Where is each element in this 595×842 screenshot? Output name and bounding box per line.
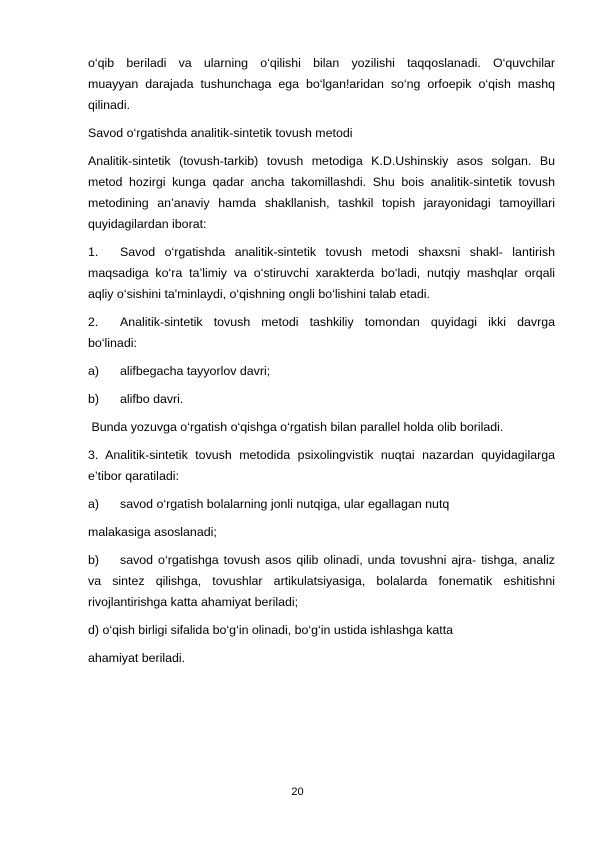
paragraph-line: muayyan darajada tushunchaga ega bo‘lgan!aridan so‘ng orfoepik o‘qish mashq — [88, 77, 555, 91]
section-heading: Savod o‘rgatishda analitik-sintetik tovush metodi — [88, 126, 353, 140]
sublist-item: savod o‘rgatish bolalarning jonli nutqiga, ular egallagan nutq — [120, 497, 450, 511]
sublist-item: rivojlantirishga katta ahamiyat beriladi; — [88, 595, 299, 609]
page-number: 20 — [291, 786, 304, 798]
list-number: 2. — [88, 315, 99, 329]
list-item-line: bo‘linadi: — [88, 336, 137, 350]
list-item-line: Savod o‘rgatishda analitik-sintetik tovush metodi shaxsni shakl- lantirish — [120, 245, 555, 259]
list-number: 1. — [88, 245, 99, 259]
list-item-line: 3. Analitik-sintetik tovush metodida psixolingvistik nuqtai nazardan quyidagilarga — [88, 448, 555, 462]
sublist-item: savod o‘rgatishga tovush asos qilib olinadi, unda tovushni ajra- tishga, analiz — [120, 553, 555, 567]
sublist-item: alifbegacha tayyorlov davri; — [120, 364, 271, 378]
paragraph-line: o‘qib beriladi va ularning o‘qilishi bilan yozilishi taqqoslanadi. O‘quvchilar — [88, 56, 555, 70]
list-item-line: e’tibor qaratiladi: — [88, 469, 179, 483]
sublist-item: d) o‘qish birligi sifalida bo‘g‘in olinadi, bo‘g‘in ustida ishlashga katta — [88, 623, 454, 637]
paragraph-line: qilinadi. — [88, 98, 131, 112]
paragraph-line: metodining an’anaviy hamda shakllanish, tashkil topish jarayonidagi tamoyillari — [88, 196, 555, 210]
list-item-line: aqliy o‘sishini ta'minlaydi, o‘qishning ongli bo‘lishini talab etadi. — [88, 287, 430, 301]
sublist-item: va sintez qilishga, tovushlar artikulatsiyasiga, bolalarda fonematik eshitishni — [88, 574, 555, 588]
paragraph-line: metod hozirgi kunga qadar ancha takomillashdi. Shu bois analitik-sintetik tovush — [88, 175, 555, 189]
paragraph-line: quyidagilardan iborat: — [88, 217, 207, 231]
sublist-letter: b) — [88, 392, 100, 406]
sublist-letter: a) — [88, 364, 100, 378]
sublist-item-cont: ahamiyat beriladi. — [88, 651, 186, 665]
sublist-letter: a) — [88, 497, 100, 511]
sublist-letter: b) — [88, 553, 100, 567]
list-item-line: maqsadiga ko‘ra ta’limiy va o‘stiruvchi xarakterda bo‘ladi, nutqiy mashqlar orqali — [88, 266, 555, 280]
sublist-item: alifbo davri. — [120, 392, 184, 406]
paragraph-line: Analitik-sintetik (tovush-tarkib) tovush metodiga K.D.Ushinskiy asos solgan. Bu — [88, 154, 555, 168]
list-item-line: Analitik-sintetik tovush metodi tashkiliy tomondan quyidagi ikki davrga — [120, 315, 555, 329]
note-line: Bunda yozuvga o‘rgatish o‘qishga o‘rgatish bilan parallel holda olib boriladi. — [88, 420, 504, 434]
sublist-item-cont: malakasiga asoslanadi; — [88, 525, 217, 539]
